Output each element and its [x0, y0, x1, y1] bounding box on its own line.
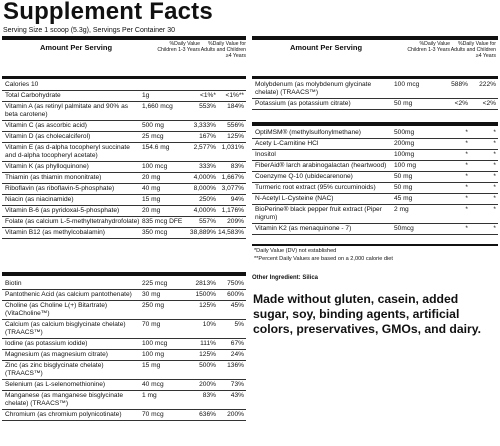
dv-children-value: 200% [188, 380, 218, 391]
dv-adults-value: 1,176% [218, 206, 246, 217]
nutrient-name: Vitamin C (as ascorbic acid) [2, 121, 142, 132]
nutrient-name: Riboflavin (as riboflavin-5-phosphate) [2, 184, 142, 195]
left-bottom-table [2, 279, 246, 421]
nutrient-name: OptiMSM® (methylsulfonylmethane) [252, 128, 394, 139]
nutrient-amount: 30 mg [142, 290, 188, 301]
nutrient-row [2, 228, 246, 239]
dv-adults-value: 45% [218, 301, 246, 320]
dv-adults-value: * [470, 194, 498, 205]
nutrient-amount: 40 mcg [142, 380, 188, 391]
dv-children-value: 10% [188, 320, 218, 339]
nutrient-row [2, 184, 246, 195]
nutrient-row [2, 301, 246, 320]
amount-per-serving-heading-right: Amount Per Serving [289, 43, 363, 52]
nutrient-amount: 15 mg [142, 195, 188, 206]
nutrient-row [2, 162, 246, 173]
nutrient-amount: 100 mcg [142, 162, 188, 173]
dv-adults-value: 5% [218, 320, 246, 339]
dv-adults-value: 136% [218, 361, 246, 380]
dv-children-value: * [442, 139, 470, 150]
nutrient-row [252, 172, 498, 183]
dv-children-value: * [442, 224, 470, 235]
nutrient-row [2, 206, 246, 217]
nutrient-name: Vitamin K (as phylloquinone) [2, 162, 142, 173]
nutrient-row [2, 121, 246, 132]
dv-children-value: <1%* [188, 91, 218, 102]
nutrient-name: Magnesium (as magnesium citrate) [2, 350, 142, 361]
footnote-dv-not-established: *Daily Value (DV) not established [254, 248, 337, 254]
dv-adults-value: 73% [218, 380, 246, 391]
dv-children-value: 2813% [188, 279, 218, 290]
nutrient-amount: 500 mg [142, 121, 188, 132]
nutrient-name: Calcium (as calcium bisglycinate chelate) (TRAACS™) [2, 320, 142, 339]
nutrient-row [252, 139, 498, 150]
dv-adults-value: 43% [218, 391, 246, 410]
dv-adults-value: 94% [218, 195, 246, 206]
allergen-free-claim: Made without gluten, casein, added sugar, soy, binding agents, artificial colors, preservatives, GMOs, and dairy. [253, 292, 482, 336]
dv-children-value: 1500% [188, 290, 218, 301]
nutrient-amount: 225 mcg [142, 279, 188, 290]
nutrient-name: Inositol [252, 150, 394, 161]
nutrient-name: Folate (as calcium L-5-methyltetrahydrofolate) [2, 217, 142, 228]
amount-per-serving-heading: Amount Per Serving [39, 43, 113, 52]
nutrient-row [2, 380, 246, 391]
dv-children-value: 333% [188, 162, 218, 173]
right-bottom-table [252, 128, 498, 235]
nutrient-row [2, 290, 246, 301]
dv-children-value: <2% [442, 99, 470, 110]
dv-adults-value: 1,667% [218, 173, 246, 184]
dv-adults-value: <1%** [218, 91, 246, 102]
dv-children-value: 3,333% [188, 121, 218, 132]
nutrient-name: Acety L-Carnitine HCl [252, 139, 394, 150]
right-top-rule [252, 36, 498, 40]
dv-children-value: * [442, 172, 470, 183]
nutrient-row [252, 99, 498, 110]
dv-children-value: * [442, 161, 470, 172]
dv-adults-heading-right: %Daily Value for Adults and Children ≥4 Years [450, 41, 496, 59]
nutrient-name: Vitamin K2 (as menaquinone - 7) [252, 224, 394, 235]
right-top-table [252, 80, 498, 110]
nutrient-row [2, 102, 246, 121]
dv-adults-value: 24% [218, 350, 246, 361]
nutrient-row [2, 217, 246, 228]
dv-children-value: 500% [188, 361, 218, 380]
left-top-table [2, 80, 246, 239]
nutrient-name: Coenzyme Q-10 (ubidecarenone) [252, 172, 394, 183]
nutrient-amount: 50 mg [394, 183, 442, 194]
nutrient-name: Vitamin B12 (as methylcobalamin) [2, 228, 142, 239]
left-top-rule [2, 36, 246, 40]
dv-adults-value: * [470, 150, 498, 161]
dv-children-value [188, 80, 218, 91]
nutrient-amount: 100 mcg [394, 80, 442, 99]
right-mid-rule [252, 122, 498, 126]
dv-adults-value: 750% [218, 279, 246, 290]
nutrient-amount: 200mg [394, 139, 442, 150]
nutrient-name: Niacin (as niacinamide) [2, 195, 142, 206]
nutrient-amount: 15 mg [142, 361, 188, 380]
dv-adults-value: 600% [218, 290, 246, 301]
nutrient-amount: 70 mcg [142, 410, 188, 421]
nutrient-amount: 20 mg [142, 206, 188, 217]
right-bottom-rule [252, 244, 498, 246]
nutrient-amount: 250 mg [142, 301, 188, 320]
nutrient-name: Selenium (as L-selenomethionine) [2, 380, 142, 391]
nutrient-row [252, 224, 498, 235]
dv-children-value: 636% [188, 410, 218, 421]
nutrient-name: Iodine (as potassium iodide) [2, 339, 142, 350]
nutrient-amount: 40 mg [142, 184, 188, 195]
dv-children-value: 111% [188, 339, 218, 350]
left-mid-rule [2, 272, 246, 276]
dv-children-heading-right: %Daily Value Children 1-3 Years [407, 41, 450, 53]
dv-adults-value: 222% [470, 80, 498, 99]
nutrient-amount: 20 mg [142, 173, 188, 184]
nutrient-amount: 835 mcg DFE [142, 217, 188, 228]
nutrient-amount: 1 mg [142, 391, 188, 410]
dv-adults-value: 3,077% [218, 184, 246, 195]
nutrient-name: BioPerine® black pepper fruit extract (Piper nigrum) [252, 205, 394, 224]
nutrient-row [2, 410, 246, 421]
dv-children-value: 553% [188, 102, 218, 121]
dv-children-value: 8,000% [188, 184, 218, 195]
nutrient-amount: 100 mg [394, 161, 442, 172]
nutrient-amount: 2 mg [394, 205, 442, 224]
nutrient-amount: 25 mcg [142, 132, 188, 143]
dv-adults-value: 184% [218, 102, 246, 121]
nutrient-row [2, 132, 246, 143]
dv-adults-value: 209% [218, 217, 246, 228]
nutrient-row [252, 205, 498, 224]
dv-adults-value: 1,031% [218, 143, 246, 162]
dv-children-value: 4,000% [188, 173, 218, 184]
dv-adults-value [218, 80, 246, 91]
dv-adults-value: 67% [218, 339, 246, 350]
nutrient-name: Chromium (as chromium polynicotinate) [2, 410, 142, 421]
dv-adults-value: 200% [218, 410, 246, 421]
nutrient-name: Molybdenum (as molybdenum glycinate chelate) (TRAACS™) [252, 80, 394, 99]
dv-children-value: 125% [188, 301, 218, 320]
dv-children-value: * [442, 183, 470, 194]
dv-adults-value: <2% [470, 99, 498, 110]
nutrient-amount: 154.6 mg [142, 143, 188, 162]
nutrient-row [252, 80, 498, 99]
nutrient-row [2, 391, 246, 410]
nutrient-name: Calories 10 [2, 80, 142, 91]
dv-adults-value: * [470, 183, 498, 194]
nutrient-name: Total Carbohydrate [2, 91, 142, 102]
dv-adults-value: * [470, 172, 498, 183]
nutrient-amount: 500mg [394, 128, 442, 139]
nutrient-row [252, 183, 498, 194]
nutrient-name: Choline (as Choline L(+) Bitartrate) (VitaCholine™) [2, 301, 142, 320]
dv-children-value: 4,000% [188, 206, 218, 217]
dv-adults-value: * [470, 161, 498, 172]
dv-adults-heading: %Daily Value for Adults and Children ≥4 Years [200, 41, 246, 59]
nutrient-amount: 70 mg [142, 320, 188, 339]
nutrient-row [2, 350, 246, 361]
dv-children-value: 125% [188, 350, 218, 361]
dv-children-value: 38,889% [188, 228, 218, 239]
nutrient-row [2, 279, 246, 290]
nutrient-row [2, 143, 246, 162]
dv-children-value: 83% [188, 391, 218, 410]
nutrient-amount: 100mg [394, 150, 442, 161]
other-ingredient: Other Ingredient: Silica [252, 275, 319, 281]
nutrient-name: Vitamin A (as retinyl palmitate and 90% as beta carotene) [2, 102, 142, 121]
nutrient-name: Pantothenic Acid (as calcium pantothenate) [2, 290, 142, 301]
dv-children-heading: %Daily Value Children 1-3 Years [157, 41, 200, 53]
dv-adults-value: 14,583% [218, 228, 246, 239]
dv-adults-value: 556% [218, 121, 246, 132]
nutrient-row [2, 361, 246, 380]
nutrient-name: Biotin [2, 279, 142, 290]
dv-adults-value: 83% [218, 162, 246, 173]
nutrient-name: Vitamin E (as d-alpha tocopheryl succinate and d-alpha tocopheryl acetate) [2, 143, 142, 162]
footnote-calorie-diet: **Percent Daily Values are based on a 2,000 calorie diet [254, 256, 393, 262]
nutrient-amount: 50 mg [394, 172, 442, 183]
serving-size: Serving Size 1 scoop (5.3g), Servings Per Container 30 [3, 27, 175, 34]
dv-adults-value: * [470, 205, 498, 224]
dv-children-value: 167% [188, 132, 218, 143]
nutrient-row [2, 339, 246, 350]
dv-children-value: * [442, 194, 470, 205]
nutrient-row [2, 80, 246, 91]
nutrient-row [252, 194, 498, 205]
dv-adults-value: * [470, 128, 498, 139]
dv-children-value: * [442, 150, 470, 161]
left-column-header [2, 41, 246, 59]
right-header-rule [252, 76, 498, 79]
left-header-rule [2, 76, 246, 79]
dv-adults-value: * [470, 224, 498, 235]
dv-children-value: 250% [188, 195, 218, 206]
dv-children-value: 2,577% [188, 143, 218, 162]
nutrient-row [2, 173, 246, 184]
nutrient-amount: 45 mg [394, 194, 442, 205]
dv-children-value: * [442, 205, 470, 224]
nutrient-name: N-Acetyl L-Cysteine (NAC) [252, 194, 394, 205]
nutrient-name: Vitamin B-6 (as pyridoxal-5-phosphate) [2, 206, 142, 217]
nutrient-amount: 100 mg [142, 350, 188, 361]
nutrient-name: Potassium (as potassium citrate) [252, 99, 394, 110]
nutrient-row [252, 150, 498, 161]
nutrient-amount: 50mcg [394, 224, 442, 235]
right-column-header [252, 41, 498, 59]
nutrient-name: Thiamin (as thiamin mononitrate) [2, 173, 142, 184]
nutrient-name: Vitamin D (as cholecalciferol) [2, 132, 142, 143]
nutrient-row [252, 128, 498, 139]
dv-adults-value: 125% [218, 132, 246, 143]
label-title: Supplement Facts [3, 0, 213, 25]
dv-children-value: 588% [442, 80, 470, 99]
nutrient-row [252, 161, 498, 172]
nutrient-amount [142, 80, 188, 91]
nutrient-name: Manganese (as manganese bisglycinate chelate) (TRAACS™) [2, 391, 142, 410]
nutrient-name: Turmeric root extract (95% curcuminoids) [252, 183, 394, 194]
nutrient-amount: 50 mg [394, 99, 442, 110]
dv-children-value: 557% [188, 217, 218, 228]
nutrient-amount: 1g [142, 91, 188, 102]
nutrient-row [2, 320, 246, 339]
nutrient-name: FiberAid® larch arabinogalactan (heartwood) [252, 161, 394, 172]
nutrient-name: Zinc (as zinc bisglycinate chelate) (TRAACS™) [2, 361, 142, 380]
nutrient-amount: 1,660 mcg [142, 102, 188, 121]
nutrient-row [2, 195, 246, 206]
nutrient-amount: 350 mcg [142, 228, 188, 239]
nutrient-row [2, 91, 246, 102]
nutrient-amount: 100 mcg [142, 339, 188, 350]
dv-adults-value: * [470, 139, 498, 150]
dv-children-value: * [442, 128, 470, 139]
